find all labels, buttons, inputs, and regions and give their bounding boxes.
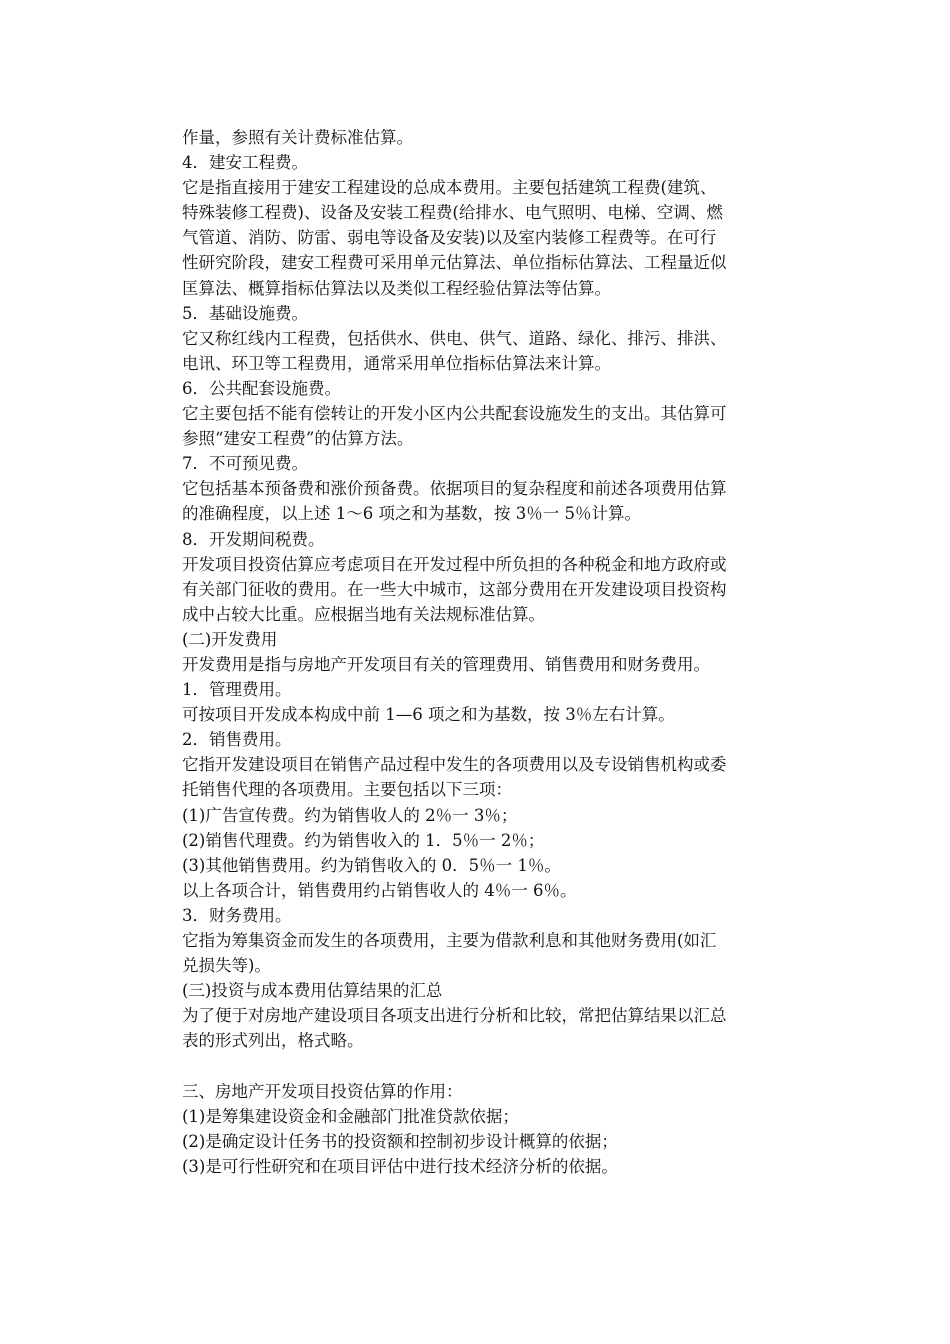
text-line: 参照“建安工程费”的估算方法。 xyxy=(182,429,414,449)
text-line: 以上各项合计，销售费用约占销售收人的 4％一 6％。 xyxy=(182,880,577,900)
text-line: 电讯、环卫等工程费用，通常采用单位指标估算法来计算。 xyxy=(182,353,611,373)
section-heading: (二)开发费用 xyxy=(182,629,278,649)
text-line: 作量，参照有关计费标准估算。 xyxy=(182,128,413,147)
list-item: (2)是确定设计任务书的投资额和控制初步设计概算的依据； xyxy=(182,1131,618,1151)
section-heading: 三、房地产开发项目投资估算的作用： xyxy=(182,1081,463,1101)
text-line: 兑损失等)。 xyxy=(182,956,271,976)
text-line: 匡算法、概算指标估算法以及类似工程经验估算法等估算。 xyxy=(182,278,611,298)
list-item: (1)是筹集建设资金和金融部门批准贷款依据； xyxy=(182,1106,519,1126)
blank-line xyxy=(182,1053,822,1078)
section-heading: 7．不可预见费。 xyxy=(182,454,308,474)
text-line: 开发费用是指与房地产开发项目有关的管理费用、销售费用和财务费用。 xyxy=(182,654,710,674)
section-heading: 3．财务费用。 xyxy=(182,905,292,925)
section-heading: 2．销售费用。 xyxy=(182,730,292,750)
section-heading: 1．管理费用。 xyxy=(182,680,292,700)
text-line: 为了便于对房地产建设项目各项支出进行分析和比较，常把估算结果以汇总 xyxy=(182,1006,727,1026)
text-line: 的准确程度，以上述 1～6 项之和为基数，按 3％一 5％计算。 xyxy=(182,504,641,524)
text-line: 性研究阶段，建安工程费可采用单元估算法、单位指标估算法、工程量近似 xyxy=(182,253,727,273)
text-line: 开发项目投资估算应考虑项目在开发过程中所负担的各种税金和地方政府或 xyxy=(182,554,727,574)
list-item: (2)销售代理费。约为销售收入的 1．5％一 2％； xyxy=(182,830,545,850)
text-line: 可按项目开发成本构成中前 1—6 项之和为基数，按 3％左右计算。 xyxy=(182,705,675,725)
text-line: 气管道、消防、防雷、弱电等设备及安装)以及室内装修工程费等。在可行 xyxy=(182,228,717,248)
list-item: (3)其他销售费用。约为销售收入的 0．5％一 1％。 xyxy=(182,855,561,875)
text-line: 它指为筹集资金而发生的各项费用，主要为借款利息和其他财务费用(如汇 xyxy=(182,931,717,950)
text-line: 特殊装修工程费)、设备及安装工程费(给排水、电气照明、电梯、空调、燃 xyxy=(182,203,723,223)
document-page xyxy=(182,125,822,1179)
text-line: 有关部门征收的费用。在一些大中城市，这部分费用在开发建设项目投资构 xyxy=(182,579,727,599)
text-line: 它主要包括不能有偿转让的开发小区内公共配套设施发生的支出。其估算可 xyxy=(182,404,727,424)
text-line: 它包括基本预备费和涨价预备费。依据项目的复杂程度和前述各项费用估算 xyxy=(182,479,727,499)
section-heading: 6．公共配套设施费。 xyxy=(182,378,341,398)
text-line: 表的形式列出，格式略。 xyxy=(182,1031,364,1051)
section-heading: (三)投资与成本费用估算结果的汇总 xyxy=(182,981,443,1001)
text-line: 它指开发建设项目在销售产品过程中发生的各项费用以及专设销售机构或委 xyxy=(182,755,727,775)
section-heading: 8．开发期间税费。 xyxy=(182,529,325,549)
text-line: 成中占较大比重。应根据当地有关法规标准估算。 xyxy=(182,604,545,624)
text-line: 它又称红线内工程费，包括供水、供电、供气、道路、绿化、排污、排洪、 xyxy=(182,328,727,348)
list-item: (1)广告宣传费。约为销售收人的 2％一 3％； xyxy=(182,805,518,825)
section-heading: 5．基础设施费。 xyxy=(182,303,308,323)
text-line: 它是指直接用于建安工程建设的总成本费用。主要包括建筑工程费(建筑、 xyxy=(182,178,717,198)
list-item: (3)是可行性研究和在项目评估中进行技术经济分析的依据。 xyxy=(182,1156,618,1176)
text-line: 托销售代理的各项费用。主要包括以下三项： xyxy=(182,780,512,800)
section-heading: 4．建安工程费。 xyxy=(182,153,308,173)
